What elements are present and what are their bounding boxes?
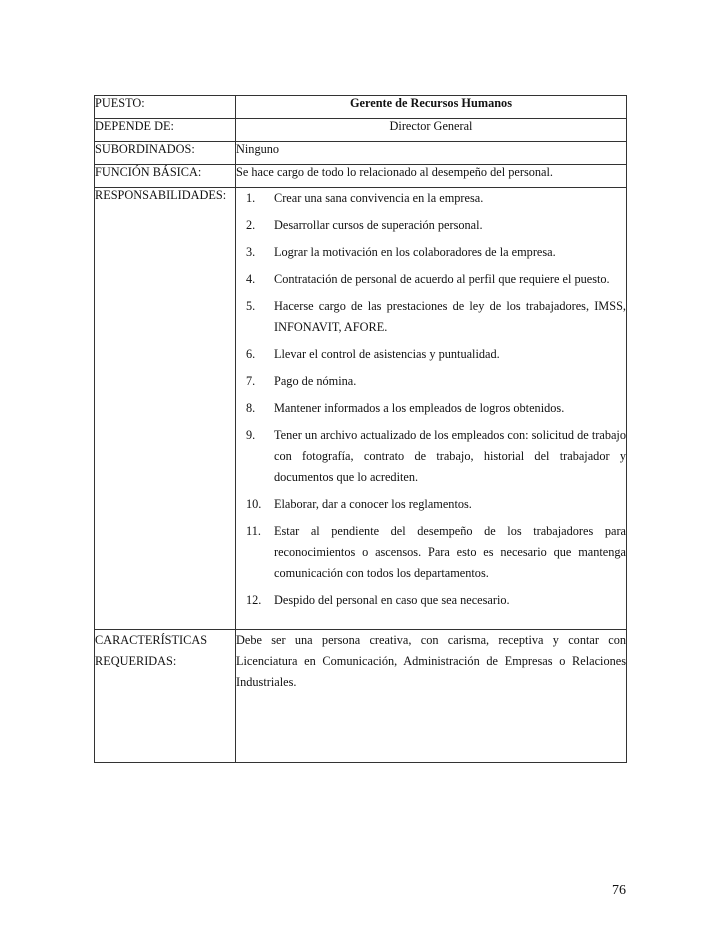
list-item <box>236 371 626 392</box>
row-subordinados <box>95 142 627 165</box>
list-item <box>236 344 626 365</box>
puesto-value: Gerente de Recursos Humanos <box>236 96 627 119</box>
funcion-label: FUNCIÓN BÁSICA: <box>95 165 236 188</box>
item-number: 5. <box>246 299 256 313</box>
item-number: 6. <box>246 347 256 361</box>
item-text: Despido del personal en caso que sea necesario. <box>274 593 510 607</box>
item-text: Elaborar, dar a conocer los reglamentos. <box>274 497 472 511</box>
list-item <box>236 269 626 290</box>
item-number: 9. <box>246 428 256 442</box>
responsabilidades-cell <box>236 188 627 630</box>
caracteristicas-label <box>95 630 236 763</box>
caracteristicas-value: Debe ser una persona creativa, con carisma, receptiva y contar con Licenciatura en Comunicación, Administración de Empresas o Relaciones Industriales. <box>236 630 627 763</box>
list-item <box>236 425 626 488</box>
depende-value: Director General <box>236 119 627 142</box>
item-text: Lograr la motivación en los colaboradores de la empresa. <box>274 245 556 259</box>
list-item <box>236 215 626 236</box>
subordinados-value: Ninguno <box>236 142 627 165</box>
job-description-table <box>94 95 627 763</box>
item-number: 12. <box>246 593 262 607</box>
subordinados-label: SUBORDINADOS: <box>95 142 236 165</box>
item-text: Llevar el control de asistencias y puntualidad. <box>274 347 500 361</box>
item-number: 4. <box>246 272 256 286</box>
item-text: Desarrollar cursos de superación personal. <box>274 218 483 232</box>
list-item <box>236 188 626 209</box>
list-item <box>236 494 626 515</box>
item-text: Pago de nómina. <box>274 374 357 388</box>
list-item <box>236 521 626 584</box>
page-number: 76 <box>612 883 626 898</box>
row-funcion <box>95 165 627 188</box>
item-number: 3. <box>246 245 256 259</box>
item-number: 7. <box>246 374 256 388</box>
list-item <box>236 242 626 263</box>
list-item <box>236 590 626 611</box>
row-caracteristicas <box>95 630 627 763</box>
item-text: Tener un archivo actualizado de los empleados con: solicitud de trabajo con fotografía, contrato de trabajo, historial del trabajador y documentos que lo acrediten. <box>274 428 626 484</box>
item-text: Contratación de personal de acuerdo al perfil que requiere el puesto. <box>274 272 610 286</box>
item-text: Hacerse cargo de las prestaciones de ley de los trabajadores, IMSS, INFONAVIT, AFORE. <box>274 299 626 334</box>
row-puesto <box>95 96 627 119</box>
item-number: 11. <box>246 524 261 538</box>
caracteristicas-label-line-1: CARACTERÍSTICAS <box>95 633 208 647</box>
item-number: 8. <box>246 401 256 415</box>
responsabilidades-list <box>236 188 626 611</box>
item-number: 2. <box>246 218 256 232</box>
caracteristicas-label-line-2: REQUERIDAS: <box>95 654 177 668</box>
list-item <box>236 398 626 419</box>
item-number: 1. <box>246 191 256 205</box>
depende-label: DEPENDE DE: <box>95 119 236 142</box>
funcion-value: Se hace cargo de todo lo relacionado al desempeño del personal. <box>236 165 627 188</box>
puesto-label: PUESTO: <box>95 96 236 119</box>
row-responsabilidades <box>95 188 627 630</box>
list-item <box>236 296 626 338</box>
responsabilidades-label: RESPONSABILIDADES: <box>95 188 236 630</box>
row-depende <box>95 119 627 142</box>
item-text: Mantener informados a los empleados de logros obtenidos. <box>274 401 565 415</box>
item-text: Crear una sana convivencia en la empresa. <box>274 191 484 205</box>
item-number: 10. <box>246 497 262 511</box>
item-text: Estar al pendiente del desempeño de los trabajadores para reconocimientos o ascensos. Para esto es necesario que mantenga comunicación con todos los departamentos. <box>274 524 626 580</box>
